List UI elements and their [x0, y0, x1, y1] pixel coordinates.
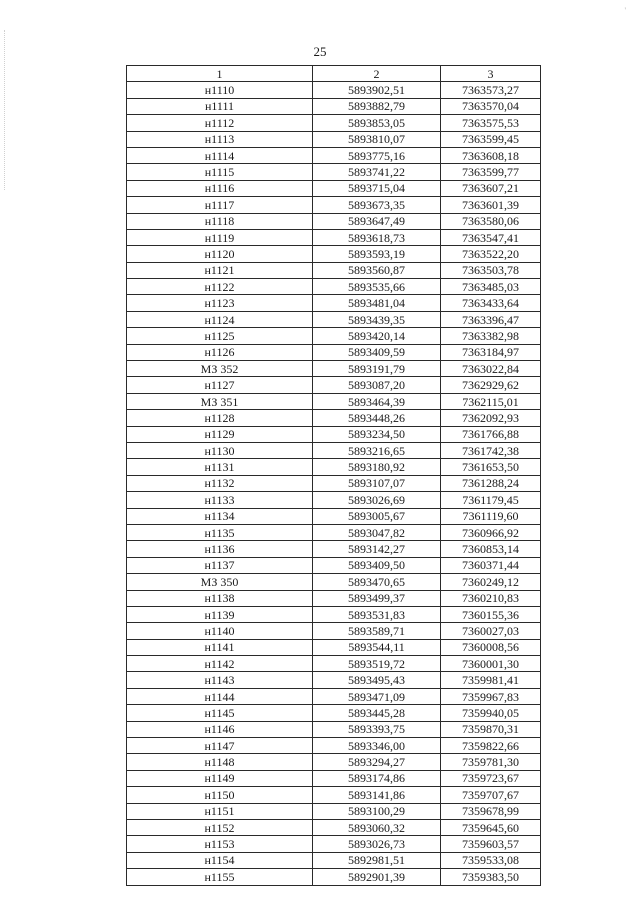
point-id-cell: н1139 [127, 606, 313, 622]
table-row [127, 197, 541, 213]
y-coordinate-cell: 7362092,93 [441, 410, 541, 426]
y-coordinate-cell: 7359781,30 [441, 754, 541, 770]
table-row [127, 328, 541, 344]
point-id-cell: МЗ 351 [127, 393, 313, 409]
y-coordinate-cell: 7363184,97 [441, 344, 541, 360]
x-coordinate-cell: 5893060,32 [313, 819, 441, 835]
table-row [127, 410, 541, 426]
x-coordinate-cell: 5893741,22 [313, 164, 441, 180]
y-coordinate-cell: 7361288,24 [441, 475, 541, 491]
point-id-cell: н1116 [127, 180, 313, 196]
x-coordinate-cell: 5893420,14 [313, 328, 441, 344]
x-coordinate-cell: 5893005,67 [313, 508, 441, 524]
point-id-cell: н1149 [127, 770, 313, 786]
point-id-cell: н1126 [127, 344, 313, 360]
x-coordinate-cell: 5893560,87 [313, 262, 441, 278]
table-row [127, 705, 541, 721]
y-coordinate-cell: 7361742,38 [441, 442, 541, 458]
point-id-cell: н1110 [127, 82, 313, 98]
header-col-1: 1 [127, 66, 313, 82]
point-id-cell: н1147 [127, 738, 313, 754]
scan-corner-mark: ' [624, 6, 626, 15]
x-coordinate-cell: 5893346,00 [313, 738, 441, 754]
point-id-cell: н1140 [127, 623, 313, 639]
point-id-cell: н1143 [127, 672, 313, 688]
x-coordinate-cell: 5893100,29 [313, 803, 441, 819]
point-id-cell: н1128 [127, 410, 313, 426]
y-coordinate-cell: 7361653,50 [441, 459, 541, 475]
x-coordinate-cell: 5893087,20 [313, 377, 441, 393]
x-coordinate-cell: 5893593,19 [313, 246, 441, 262]
x-coordinate-cell: 5892981,51 [313, 852, 441, 868]
point-id-cell: н1117 [127, 197, 313, 213]
x-coordinate-cell: 5893544,11 [313, 639, 441, 655]
x-coordinate-cell: 5893715,04 [313, 180, 441, 196]
table-row [127, 524, 541, 540]
point-id-cell: н1133 [127, 492, 313, 508]
y-coordinate-cell: 7363396,47 [441, 311, 541, 327]
table-row [127, 770, 541, 786]
y-coordinate-cell: 7359603,57 [441, 836, 541, 852]
point-id-cell: н1119 [127, 229, 313, 245]
y-coordinate-cell: 7359383,50 [441, 869, 541, 885]
point-id-cell: н1123 [127, 295, 313, 311]
table-row [127, 459, 541, 475]
x-coordinate-cell: 5893673,35 [313, 197, 441, 213]
table-row [127, 475, 541, 491]
table-row [127, 557, 541, 573]
point-id-cell: н1135 [127, 524, 313, 540]
x-coordinate-cell: 5893026,69 [313, 492, 441, 508]
y-coordinate-cell: 7363522,20 [441, 246, 541, 262]
y-coordinate-cell: 7360966,92 [441, 524, 541, 540]
table-row [127, 361, 541, 377]
point-id-cell: н1130 [127, 442, 313, 458]
x-coordinate-cell: 5893409,59 [313, 344, 441, 360]
table-row [127, 279, 541, 295]
point-id-cell: н1118 [127, 213, 313, 229]
x-coordinate-cell: 5893445,28 [313, 705, 441, 721]
point-id-cell: н1122 [127, 279, 313, 295]
table-row [127, 738, 541, 754]
table-row [127, 344, 541, 360]
point-id-cell: н1125 [127, 328, 313, 344]
y-coordinate-cell: 7360371,44 [441, 557, 541, 573]
table-row [127, 180, 541, 196]
x-coordinate-cell: 5893191,79 [313, 361, 441, 377]
y-coordinate-cell: 7360027,03 [441, 623, 541, 639]
y-coordinate-cell: 7363382,98 [441, 328, 541, 344]
x-coordinate-cell: 5893047,82 [313, 524, 441, 540]
x-coordinate-cell: 5893439,35 [313, 311, 441, 327]
point-id-cell: н1153 [127, 836, 313, 852]
y-coordinate-cell: 7360210,83 [441, 590, 541, 606]
y-coordinate-cell: 7359645,60 [441, 819, 541, 835]
table-row [127, 164, 541, 180]
x-coordinate-cell: 5893107,07 [313, 475, 441, 491]
table-row [127, 393, 541, 409]
header-col-3: 3 [441, 66, 541, 82]
table-row [127, 852, 541, 868]
x-coordinate-cell: 5893775,16 [313, 147, 441, 163]
y-coordinate-cell: 7361179,45 [441, 492, 541, 508]
coordinates-table [126, 65, 541, 886]
y-coordinate-cell: 7363573,27 [441, 82, 541, 98]
y-coordinate-cell: 7360001,30 [441, 656, 541, 672]
y-coordinate-cell: 7360008,56 [441, 639, 541, 655]
point-id-cell: н1136 [127, 541, 313, 557]
y-coordinate-cell: 7363547,41 [441, 229, 541, 245]
x-coordinate-cell: 5893180,92 [313, 459, 441, 475]
x-coordinate-cell: 5893882,79 [313, 98, 441, 114]
x-coordinate-cell: 5893174,86 [313, 770, 441, 786]
x-coordinate-cell: 5893234,50 [313, 426, 441, 442]
y-coordinate-cell: 7359678,99 [441, 803, 541, 819]
point-id-cell: н1155 [127, 869, 313, 885]
x-coordinate-cell: 5893471,09 [313, 688, 441, 704]
table-row [127, 82, 541, 98]
x-coordinate-cell: 5893464,39 [313, 393, 441, 409]
table-row [127, 229, 541, 245]
y-coordinate-cell: 7363575,53 [441, 115, 541, 131]
table-row [127, 803, 541, 819]
table-row [127, 147, 541, 163]
y-coordinate-cell: 7363599,45 [441, 131, 541, 147]
table-row [127, 836, 541, 852]
point-id-cell: н1114 [127, 147, 313, 163]
table-row [127, 115, 541, 131]
point-id-cell: н1151 [127, 803, 313, 819]
y-coordinate-cell: 7359940,05 [441, 705, 541, 721]
x-coordinate-cell: 5893647,49 [313, 213, 441, 229]
y-coordinate-cell: 7359870,31 [441, 721, 541, 737]
x-coordinate-cell: 5893810,07 [313, 131, 441, 147]
point-id-cell: н1124 [127, 311, 313, 327]
y-coordinate-cell: 7363580,06 [441, 213, 541, 229]
point-id-cell: н1154 [127, 852, 313, 868]
point-id-cell: н1120 [127, 246, 313, 262]
x-coordinate-cell: 5893393,75 [313, 721, 441, 737]
table-row [127, 295, 541, 311]
x-coordinate-cell: 5893589,71 [313, 623, 441, 639]
y-coordinate-cell: 7363607,21 [441, 180, 541, 196]
y-coordinate-cell: 7363599,77 [441, 164, 541, 180]
table-row [127, 819, 541, 835]
x-coordinate-cell: 5893535,66 [313, 279, 441, 295]
x-coordinate-cell: 5893294,27 [313, 754, 441, 770]
y-coordinate-cell: 7363022,84 [441, 361, 541, 377]
y-coordinate-cell: 7359707,67 [441, 787, 541, 803]
y-coordinate-cell: 7361766,88 [441, 426, 541, 442]
x-coordinate-cell: 5893409,50 [313, 557, 441, 573]
x-coordinate-cell: 5893853,05 [313, 115, 441, 131]
y-coordinate-cell: 7360155,36 [441, 606, 541, 622]
point-id-cell: н1121 [127, 262, 313, 278]
point-id-cell: н1131 [127, 459, 313, 475]
y-coordinate-cell: 7363433,64 [441, 295, 541, 311]
x-coordinate-cell: 5893448,26 [313, 410, 441, 426]
x-coordinate-cell: 5893618,73 [313, 229, 441, 245]
x-coordinate-cell: 5893531,83 [313, 606, 441, 622]
table-row [127, 672, 541, 688]
point-id-cell: н1144 [127, 688, 313, 704]
table-row [127, 426, 541, 442]
x-coordinate-cell: 5893026,73 [313, 836, 441, 852]
x-coordinate-cell: 5893519,72 [313, 656, 441, 672]
x-coordinate-cell: 5893499,37 [313, 590, 441, 606]
y-coordinate-cell: 7359533,08 [441, 852, 541, 868]
x-coordinate-cell: 5893495,43 [313, 672, 441, 688]
table-row [127, 541, 541, 557]
x-coordinate-cell: 5892901,39 [313, 869, 441, 885]
y-coordinate-cell: 7359723,67 [441, 770, 541, 786]
point-id-cell: н1129 [127, 426, 313, 442]
point-id-cell: н1150 [127, 787, 313, 803]
x-coordinate-cell: 5893216,65 [313, 442, 441, 458]
x-coordinate-cell: 5893902,51 [313, 82, 441, 98]
y-coordinate-cell: 7362115,01 [441, 393, 541, 409]
x-coordinate-cell: 5893141,86 [313, 787, 441, 803]
table-row [127, 754, 541, 770]
table-row [127, 623, 541, 639]
table-row [127, 590, 541, 606]
table-row [127, 656, 541, 672]
table-row [127, 492, 541, 508]
point-id-cell: н1141 [127, 639, 313, 655]
y-coordinate-cell: 7359822,66 [441, 738, 541, 754]
point-id-cell: н1137 [127, 557, 313, 573]
table-row [127, 246, 541, 262]
table-row [127, 311, 541, 327]
point-id-cell: н1146 [127, 721, 313, 737]
y-coordinate-cell: 7362929,62 [441, 377, 541, 393]
point-id-cell: н1138 [127, 590, 313, 606]
point-id-cell: н1142 [127, 656, 313, 672]
table-row [127, 508, 541, 524]
point-id-cell: н1148 [127, 754, 313, 770]
x-coordinate-cell: 5893481,04 [313, 295, 441, 311]
y-coordinate-cell: 7361119,60 [441, 508, 541, 524]
table-row [127, 213, 541, 229]
table-row [127, 721, 541, 737]
y-coordinate-cell: 7363608,18 [441, 147, 541, 163]
point-id-cell: н1115 [127, 164, 313, 180]
table-row [127, 442, 541, 458]
y-coordinate-cell: 7360853,14 [441, 541, 541, 557]
table-row [127, 688, 541, 704]
y-coordinate-cell: 7359967,83 [441, 688, 541, 704]
x-coordinate-cell: 5893142,27 [313, 541, 441, 557]
table-row [127, 377, 541, 393]
table-header [127, 66, 541, 82]
table-body [127, 82, 541, 885]
point-id-cell: н1132 [127, 475, 313, 491]
table-row [127, 787, 541, 803]
point-id-cell: МЗ 350 [127, 574, 313, 590]
page-number: 25 [313, 44, 327, 59]
table-row [127, 606, 541, 622]
point-id-cell: н1127 [127, 377, 313, 393]
point-id-cell: н1134 [127, 508, 313, 524]
point-id-cell: МЗ 352 [127, 361, 313, 377]
y-coordinate-cell: 7363601,39 [441, 197, 541, 213]
table-row [127, 574, 541, 590]
point-id-cell: н1145 [127, 705, 313, 721]
header-col-2: 2 [313, 66, 441, 82]
y-coordinate-cell: 7360249,12 [441, 574, 541, 590]
table-row [127, 262, 541, 278]
y-coordinate-cell: 7363485,03 [441, 279, 541, 295]
point-id-cell: н1112 [127, 115, 313, 131]
point-id-cell: н1111 [127, 98, 313, 114]
table-row [127, 639, 541, 655]
table-row [127, 869, 541, 885]
table-row [127, 131, 541, 147]
y-coordinate-cell: 7359981,41 [441, 672, 541, 688]
y-coordinate-cell: 7363570,04 [441, 98, 541, 114]
table-row [127, 98, 541, 114]
table-header-row [127, 66, 541, 82]
x-coordinate-cell: 5893470,65 [313, 574, 441, 590]
point-id-cell: н1152 [127, 819, 313, 835]
point-id-cell: н1113 [127, 131, 313, 147]
y-coordinate-cell: 7363503,78 [441, 262, 541, 278]
